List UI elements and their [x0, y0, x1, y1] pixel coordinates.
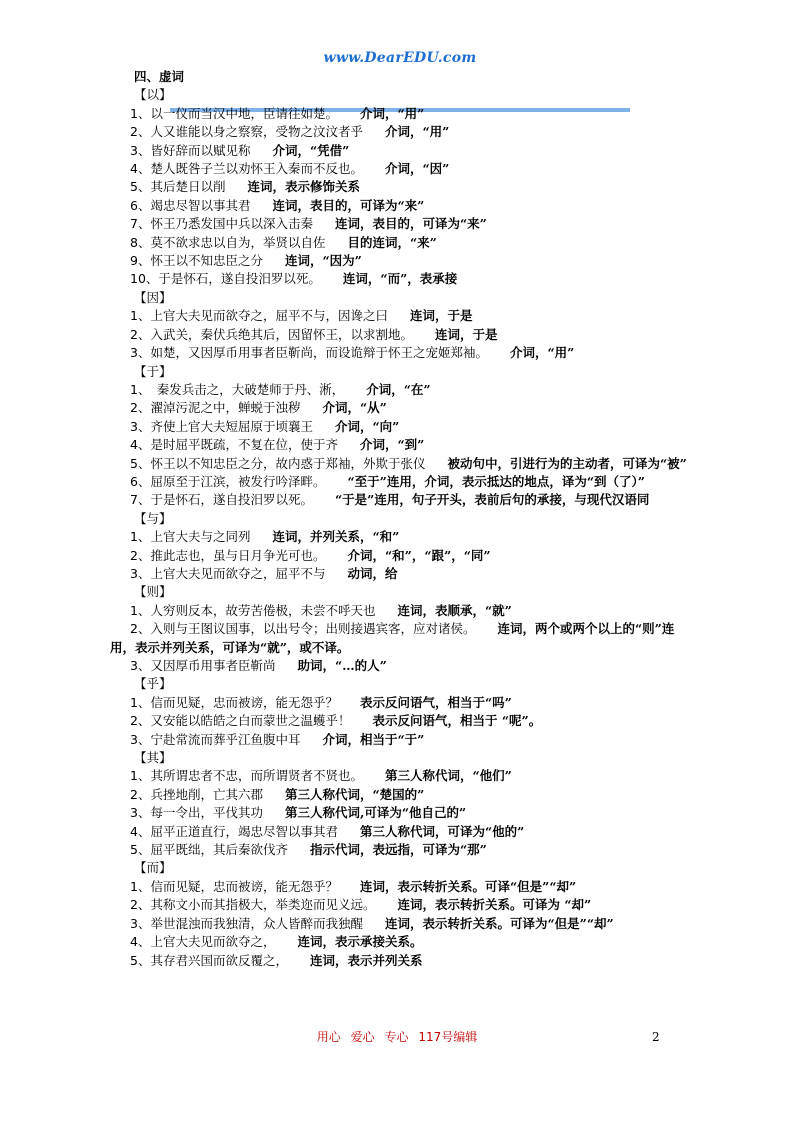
example-sentence: 屈原至于江滨，被发行吟泽畔。: [150, 473, 326, 489]
list-item: [110, 952, 690, 970]
list-item: [110, 123, 690, 141]
example-sentence: 屈平正道直行，竭忠尽智以事其君: [150, 823, 338, 839]
example-sentence: 秦发兵击之，大破楚师于丹、淅，: [144, 381, 345, 397]
group-title: 【乎】: [134, 676, 172, 692]
usage-explanation: 连词，“因为”: [284, 253, 362, 269]
item-number: 1、: [130, 308, 151, 324]
list-item: [110, 307, 690, 325]
example-sentence: 每一令出，平伐其功: [150, 805, 263, 821]
item-number: 4、: [130, 823, 151, 839]
usage-explanation: 第三人称代词，“他们”: [384, 768, 512, 784]
usage-explanation: 介词，“用”: [509, 345, 575, 361]
example-sentence: 于是怀石，遂自投汨罗以死。: [150, 492, 313, 508]
example-sentence: 上官大夫见而欲夺之，屈平不与: [150, 565, 326, 581]
usage-explanation: 连词，两个或两个以上的“则”连用，表示并列关系，可译为“就”，或不译。: [110, 621, 675, 655]
item-number: 3、: [130, 731, 151, 747]
example-sentence: 其存君兴国而欲反覆之，: [150, 952, 288, 968]
usage-explanation: 连词，表示并列关系: [309, 952, 423, 968]
list-item: [110, 804, 690, 822]
example-sentence: 其后楚日以削: [150, 179, 226, 195]
item-number: 2、: [130, 326, 151, 342]
item-number: 3、: [130, 565, 151, 581]
document-body: [110, 68, 690, 970]
example-sentence: 皆好辞而以赋见称: [150, 142, 251, 158]
list-item: [110, 252, 690, 270]
usage-explanation: 介词，“因”: [384, 161, 450, 177]
usage-explanation: 连词，并列关系，“和”: [272, 529, 400, 545]
list-item: [110, 602, 690, 620]
item-number: 8、: [130, 234, 151, 250]
example-sentence: 上官大夫与之同列: [150, 529, 251, 545]
usage-explanation: 连词，于是: [409, 308, 473, 324]
example-sentence: 人又谁能以身之察察，受物之汶汶者乎: [150, 124, 363, 140]
group-title: 【于】: [134, 363, 172, 379]
example-sentence: 竭忠尽智以事其君: [150, 197, 251, 213]
item-number: 7、: [130, 216, 151, 232]
list-item: [110, 197, 690, 215]
list-item: [110, 731, 690, 749]
usage-explanation: 连词，表示转折关系。可译为 “却”: [397, 897, 592, 913]
example-sentence: 于是怀石，遂自投汨罗以死。: [158, 271, 321, 287]
list-item: [110, 878, 690, 896]
example-sentence: 又因厚币用事者臣靳尚: [150, 658, 276, 673]
page-number: 2: [652, 1030, 660, 1044]
usage-explanation: 连词，“而”，表承接: [342, 271, 458, 287]
footer-text-2: 爱心: [350, 1030, 375, 1044]
item-number: 4、: [130, 437, 151, 453]
usage-explanation: 目的连词，“来”: [347, 234, 437, 250]
item-number: 5、: [130, 179, 151, 195]
item-number: 1、: [130, 602, 151, 618]
usage-explanation: 连词，于是: [434, 326, 498, 342]
list-item: [110, 657, 690, 675]
item-number: 3、: [130, 805, 151, 821]
example-sentence: 入则与王图议国事，以出号令；出则接遇宾客，应对诸侯。: [150, 621, 476, 637]
usage-explanation: 表示反问语气，相当于 “呢”。: [372, 713, 542, 729]
usage-explanation: “至于”连用，介词，表示抵达的地点，译为“到（了）”: [347, 473, 645, 489]
usage-explanation: 连词，表目的，可译为“来”: [334, 216, 487, 232]
usage-explanation: 连词，表目的，可译为“来”: [272, 197, 425, 213]
usage-explanation: 连词，表示修饰关系: [247, 179, 360, 195]
usage-explanation: 介词，“从”: [322, 400, 387, 416]
list-item: [110, 565, 690, 583]
item-number: 1、: [130, 768, 151, 784]
list-item: [110, 694, 690, 712]
list-item: [110, 234, 690, 252]
list-item: [110, 786, 690, 804]
group-title: 【以】: [134, 87, 172, 103]
item-number: 5、: [130, 455, 151, 471]
item-number: 3、: [130, 418, 151, 434]
example-sentence: 以一仪而当汉中地，臣请往如楚。: [150, 105, 338, 121]
site-name[interactable]: www.DearEDU.com: [300, 50, 500, 66]
list-item: [110, 896, 690, 914]
item-number: 1、: [130, 381, 145, 397]
example-sentence: 是时屈平既疏，不复在位，使于齐: [150, 437, 338, 453]
item-number: 5、: [130, 952, 151, 968]
example-sentence: 信而见疑，忠而被谤，能无怨乎？: [150, 878, 338, 894]
list-item: [110, 473, 690, 491]
group-title: 【而】: [134, 860, 172, 876]
example-sentence: 入武关，秦伏兵绝其后，因留怀王，以求割地。: [150, 326, 413, 342]
list-item: [110, 915, 690, 933]
example-sentence: 怀王乃悉发国中兵以深入击秦: [150, 216, 313, 232]
usage-explanation: 介词，“和”，“跟”，“同”: [347, 547, 491, 563]
example-sentence: 屈平既绌，其后秦欲伐齐: [150, 842, 288, 858]
list-item: [110, 841, 690, 859]
example-sentence: 怀王以不知忠臣之分: [150, 253, 263, 269]
item-number: 9、: [130, 253, 151, 269]
usage-explanation: 连词，表示转折关系。可译为“但是”“却”: [384, 915, 614, 931]
item-number: 4、: [130, 934, 151, 950]
usage-explanation: 表示反问语气，相当于“吗”: [359, 694, 512, 710]
list-item: [110, 344, 690, 362]
footer-text-3: 专心: [384, 1030, 409, 1044]
item-number: 1、: [130, 694, 151, 710]
usage-explanation: 被动句中，引进行为的主动者，可译为“被”: [447, 455, 687, 471]
example-sentence: 又安能以皓皓之白而蒙世之温蠖乎！: [150, 713, 351, 729]
example-sentence: 其称文小而其指极大，举类迩而见义远。: [150, 897, 376, 913]
group-title: 【与】: [134, 510, 172, 526]
list-item: [110, 455, 690, 473]
example-sentence: 上官大夫见而欲夺之，: [150, 934, 276, 950]
example-sentence: 上官大夫见而欲夺之，屈平不与，因谗之曰: [150, 308, 388, 324]
example-sentence: 楚人既咎子兰以劝怀王入秦而不反也。: [150, 161, 363, 177]
list-item: [110, 767, 690, 785]
item-number: 7、: [130, 492, 151, 508]
item-number: 1、: [130, 105, 151, 121]
example-sentence: 信而见疑，忠而被谤，能无怨乎？: [150, 694, 338, 710]
example-sentence: 举世混浊而我独清，众人皆醉而我独醒: [150, 915, 363, 931]
example-sentence: 人穷则反本，故劳苦倦极，未尝不呼天也: [150, 602, 376, 618]
item-number: 3、: [130, 142, 151, 158]
item-number: 2、: [130, 786, 151, 802]
usage-explanation: 助词，“…的人”: [297, 658, 387, 673]
list-item: [110, 528, 690, 546]
example-sentence: 莫不欲求忠以自为，举贤以自佐: [150, 234, 326, 250]
item-number: 1、: [130, 878, 151, 894]
example-sentence: 齐使上官大夫短屈原于顷襄王: [150, 418, 313, 434]
list-item: [110, 160, 690, 178]
example-sentence: 怀王以不知忠臣之分，故内惑于郑袖，外欺于张仪: [150, 455, 426, 471]
footer-text-4: 117号编辑: [418, 1030, 478, 1044]
usage-explanation: 介词，“向”: [334, 418, 400, 434]
example-sentence: 濯淖污泥之中，蝉蜕于浊秽: [150, 400, 301, 416]
usage-explanation: 介词，“凭借”: [272, 142, 350, 158]
vocab-groups: [110, 86, 690, 970]
usage-explanation: 指示代词，表远指，可译为“那”: [309, 842, 487, 858]
item-number: 6、: [130, 473, 151, 489]
group-title: 【则】: [134, 584, 172, 600]
item-number: 5、: [130, 842, 151, 858]
item-number: 4、: [130, 161, 151, 177]
usage-explanation: 连词，表顺承，“就”: [397, 602, 512, 618]
item-number: 6、: [130, 197, 151, 213]
usage-explanation: 动词，给: [347, 565, 398, 581]
item-number: 2、: [130, 547, 151, 563]
group-title: 【其】: [134, 750, 172, 766]
footer-text-1: 用心: [316, 1030, 341, 1044]
example-sentence: 其所谓忠者不忠，而所谓贤者不贤也。: [150, 768, 363, 784]
usage-explanation: 连词，表示转折关系。可译“但是”“却”: [359, 878, 577, 894]
group-title: 【因】: [134, 289, 172, 305]
item-number: 2、: [130, 713, 151, 729]
usage-explanation: 第三人称代词，可译为“他的”: [359, 823, 525, 839]
list-item: [110, 399, 690, 417]
item-number: 3、: [130, 345, 151, 361]
item-number: 1、: [130, 529, 151, 545]
item-number: 3、: [130, 658, 151, 673]
item-number: 2、: [130, 897, 151, 913]
list-item: [110, 547, 690, 565]
list-item: [110, 215, 690, 233]
list-item: [110, 326, 690, 344]
list-item: [110, 418, 690, 436]
usage-explanation: 介词，相当于“于”: [322, 731, 425, 747]
item-number: 3、: [130, 915, 151, 931]
list-item: [110, 105, 690, 123]
usage-explanation: 第三人称代词,可译为“他自己的”: [284, 805, 467, 821]
usage-explanation: 第三人称代词，“楚国的”: [284, 786, 425, 802]
section-heading: 四、虚词: [134, 69, 185, 84]
list-item: [110, 491, 690, 509]
list-item: [110, 270, 690, 288]
item-number: 10、: [130, 271, 159, 287]
example-sentence: 宁赴常流而葬乎江鱼腹中耳: [150, 731, 301, 747]
list-item: [110, 933, 690, 951]
usage-explanation: 连词，表示承接关系。: [297, 934, 423, 950]
example-sentence: 兵挫地削，亡其六郡: [150, 786, 263, 802]
list-item: [110, 142, 690, 160]
list-item: [110, 178, 690, 196]
footer: [0, 1028, 794, 1045]
item-number: 2、: [130, 400, 151, 416]
example-sentence: 推此志也，虽与日月争光可也。: [150, 547, 326, 563]
usage-explanation: 介词，“到”: [359, 437, 425, 453]
item-number: 2、: [130, 124, 151, 140]
list-item: [110, 823, 690, 841]
list-item: [110, 381, 690, 399]
usage-explanation: “于是”连用，句子开头，表前后句的承接，与现代汉语同: [334, 492, 650, 508]
usage-explanation: 介词，“用”: [359, 105, 425, 121]
usage-explanation: 介词，“在”: [366, 381, 431, 397]
list-item: [110, 436, 690, 454]
example-sentence: 如楚，又因厚币用事者臣靳尚，而设诡辩于怀王之宠姬郑袖。: [150, 345, 488, 361]
usage-explanation: 介词，“用”: [384, 124, 450, 140]
list-item: [110, 712, 690, 730]
list-item: [110, 620, 690, 657]
item-number: 2、: [130, 621, 151, 637]
